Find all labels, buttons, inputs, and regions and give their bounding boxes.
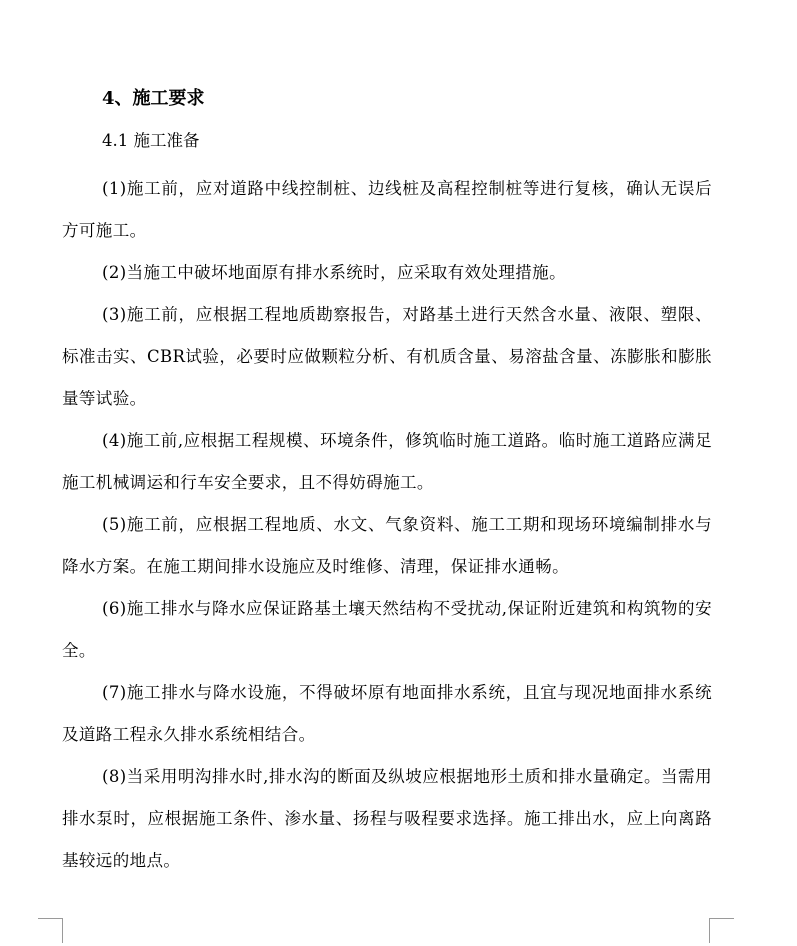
paragraph-2: (2)当施工中破坏地面原有排水系统时，应采取有效处理措施。 [102,263,566,282]
section-heading: 4、施工要求 [102,88,205,109]
paragraph-7: (7)施工排水与降水设施，不得破坏原有地面排水系统，且宜与现况地面排水系统及道路工程永久排水系统相结合。 [62,683,712,744]
paragraph-5: (5)施工前，应根据工程地质、水文、气象资料、施工工期和现场环境编制排水与降水方案。在施工期间排水设施应及时维修、清理，保证排水通畅。 [62,515,712,576]
previous-page-text-fragment [0,0,797,2]
document-body [62,84,712,882]
margin-corner-mark-left [38,918,63,943]
subsection-heading: 4.1 施工准备 [102,131,200,150]
margin-corner-mark-right [709,918,734,943]
paragraph-4: (4)施工前,应根据工程规模、环境条件，修筑临时施工道路。临时施工道路应满足施工机械调运和行车安全要求，且不得妨碍施工。 [62,431,712,492]
paragraph-1: (1)施工前，应对道路中线控制桩、边线桩及高程控制桩等进行复核，确认无误后方可施工。 [62,179,712,240]
paragraph-8: (8)当采用明沟排水时,排水沟的断面及纵坡应根据地形土质和排水量确定。当需用排水泵时，应根据施工条件、渗水量、扬程与吸程要求选择。施工排出水，应上向离路基较远的地点。 [62,767,712,870]
paragraph-6: (6)施工排水与降水应保证路基土壤天然结构不受扰动,保证附近建筑和构筑物的安全。 [62,599,712,660]
paragraph-3: (3)施工前，应根据工程地质勘察报告，对路基土进行天然含水量、液限、塑限、标准击实、CBR试验，必要时应做颗粒分析、有机质含量、易溶盐含量、冻膨胀和膨胀量等试验。 [62,305,712,408]
